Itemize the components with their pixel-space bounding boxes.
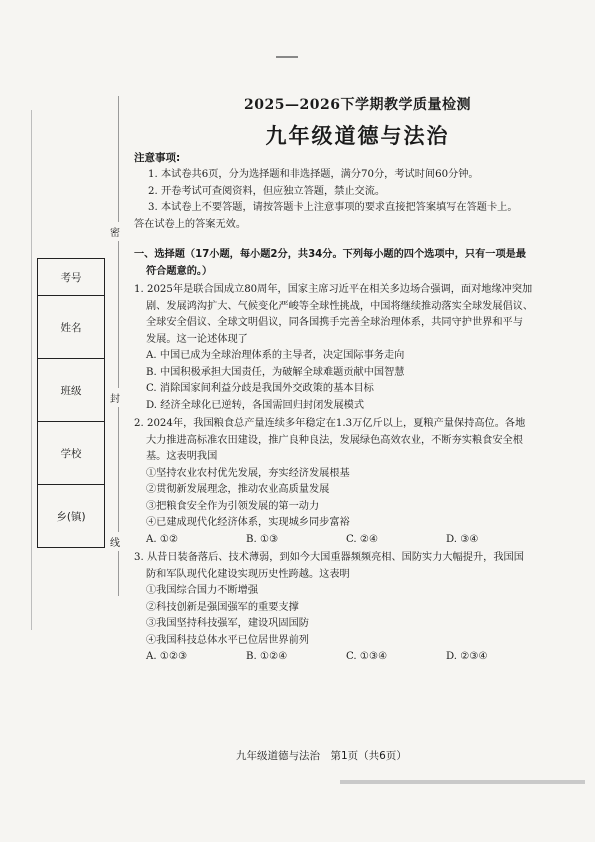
township-cell: 乡(镇) [56, 510, 86, 523]
choice-row [134, 649, 582, 666]
question-stem-line: 1. 2025年是联合国成立80周年，国家主席习近平在相关多边场合强调，面对地缘冲突加 [134, 284, 533, 296]
section-heading-line: 符合题意的。） [146, 265, 213, 277]
question-stem-line: 3. 从昔日装备落后、技术薄弱，到如今大国重器频频亮相、国防实力大幅提升，我国国 [134, 552, 524, 564]
statement-3: ③我国坚持科技强军，建设巩固国防 [146, 618, 309, 630]
option-a: A. 中国已成为全球治理体系的主导者，决定国际事务走向 [146, 350, 405, 362]
seal-char-feng: 封 [110, 388, 120, 407]
choice-d: D. ②③④ [446, 651, 488, 663]
option-b: B. 中国积极承担大国责任，为破解全球难题贡献中国智慧 [146, 366, 405, 378]
question-stem-line: 防和军队现代化建设实现历史性跨越。这表明 [146, 568, 350, 580]
page-footer: 九年级道德与法治 第1页（共6页） [236, 750, 407, 762]
class-cell: 班级 [38, 359, 104, 422]
exam-number-cell: 考号 [38, 259, 104, 296]
choice-c: C. ①③④ [346, 651, 388, 663]
statement-3: ③把粮食安全作为引领发展的第一动力 [146, 500, 320, 512]
name-cell: 姓名 [38, 296, 104, 359]
choice-b: B. ①②④ [246, 651, 288, 663]
choice-c: C. ②④ [346, 533, 379, 545]
note-item: 1. 本试卷共6页，分为选择题和非选择题，满分70分，考试时间60分钟。 [148, 169, 479, 180]
question-3 [134, 550, 582, 666]
note-wrap: 答在试卷上的答案无效。 [134, 218, 247, 230]
question-stem-line: 2. 2024年，我国粮食总产量连续多年稳定在1.3万亿斤以上，夏粮产量保持高位。各地 [134, 418, 526, 430]
scan-mark-bottom [340, 780, 585, 784]
subject-title: 九年级道德与法治 [265, 123, 450, 148]
choice-b: B. ①③ [246, 533, 279, 545]
margin-line [31, 110, 32, 630]
statement-1: ①坚持农业农村优先发展，夯实经济发展根基 [146, 467, 350, 479]
question-stem-line: 大力推进高标准农田建设，推广良种良法，发展绿色高效农业，不断夯实粮食安全根 [146, 434, 523, 446]
notes-title: 注意事项: [134, 152, 181, 164]
question-stem-line: 剧、发展鸿沟扩大、气候变化严峻等全球性挑战，中国将继续推动落实全球发展倡议、 [146, 300, 534, 312]
statement-4: ④我国科技总体水平已位居世界前列 [146, 634, 309, 646]
section-heading-line: 一、选择题（17小题，每小题2分，共34分。下列每小题的四个选项中，只有一项是最 [134, 249, 527, 261]
note-item: 2. 开卷考试可查阅资料，但应独立答题，禁止交流。 [148, 185, 386, 197]
exam-title: 2025—2026下学期教学质量检测 [244, 97, 471, 113]
exam-header [120, 94, 595, 150]
statement-2: ②贯彻新发展理念，推动农业高质量发展 [146, 484, 330, 496]
statement-4: ④已建成现代化经济体系，实现城乡同步富裕 [146, 517, 350, 529]
choice-a: A. ①②③ [146, 651, 188, 663]
exam-content [134, 150, 582, 666]
choice-d: D. ③④ [446, 533, 479, 545]
school-cell: 学校 [38, 422, 104, 485]
option-c: C. 消除国家间利益分歧是我国外交政策的基本目标 [146, 383, 374, 395]
question-stem-line: 发展。这一论述体现了 [146, 333, 248, 345]
statement-1: ①我国综合国力不断增强 [146, 585, 259, 597]
student-info-table [37, 258, 105, 548]
question-stem-line: 全球安全倡议、全球文明倡议，同各国携手完善全球治理体系，共同守护世界和平与 [146, 317, 523, 329]
question-2 [134, 416, 582, 548]
scan-mark-top [276, 56, 298, 58]
section-heading [134, 247, 582, 280]
option-d: D. 经济全球化已逆转，各国需回归封闭发展模式 [146, 399, 365, 411]
question-1 [134, 282, 582, 414]
statement-2: ②科技创新是强国强军的重要支撑 [146, 601, 299, 613]
question-stem-line: 基。这表明我国 [146, 451, 218, 463]
seal-line [118, 96, 119, 596]
seal-char-xian: 线 [110, 532, 120, 551]
choice-a: A. ①② [146, 533, 179, 545]
seal-char-mi: 密 [110, 222, 120, 241]
choice-row [134, 532, 582, 549]
note-item: 3. 本试卷上不要答题，请按答题卡上注意事项的要求直接把答案填写在答题卡上。 [148, 202, 518, 214]
